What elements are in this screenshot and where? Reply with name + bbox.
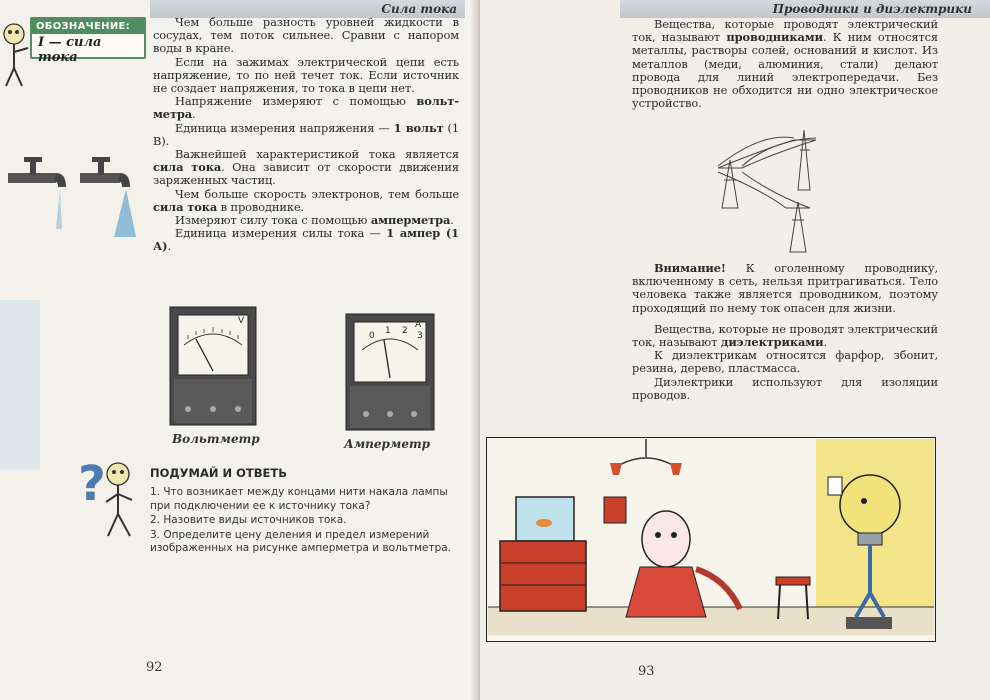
svg-text:?: ? (78, 456, 106, 512)
bold-term: сила тока (153, 160, 222, 175)
question-mascot-icon (76, 452, 142, 540)
mascot-figure-icon (0, 20, 30, 90)
bold-term: Внимание! (654, 261, 726, 275)
paragraph: Единица измерения напряжения — 1 вольт (1 В). (153, 120, 460, 148)
bold-term: проводниками (726, 30, 823, 45)
ammeter-unit: A (415, 320, 422, 330)
right-body-text-top (632, 18, 938, 110)
voltmeter-caption: Вольтметр (172, 432, 260, 446)
paragraph: К диэлектрикам относятся фарфор, збонит, резина, дерево, пластмасса. (632, 348, 938, 376)
questions-list (150, 486, 455, 557)
designation-title: ОБОЗНАЧЕНИЕ: (32, 19, 144, 34)
designation-value: I — сила тока (38, 35, 102, 65)
paragraph: Вещества, которые не проводят электрический ток, называют диэлектриками. (632, 321, 938, 350)
question-item: 1. Что возникает между концами нити накала лампы при подключении ее к источнику тока? (150, 486, 448, 512)
paragraph: Диэлектрики используют для изоляции проводов. (632, 374, 938, 402)
paragraph: Если на зажимах электрической цепи есть напряжение, то по ней течет ток. Если источник не создает напряжения, то тока в цепи нет. (153, 54, 459, 96)
left-page (0, 0, 480, 700)
designation-box (30, 17, 146, 65)
left-body-text (153, 16, 459, 254)
bold-term: 1 ампер (1 А) (153, 226, 459, 254)
paragraph: Единица измерения силы тока — 1 ампер (1 А). (153, 226, 459, 254)
questions-title: ПОДУМАЙ И ОТВЕТЬ (150, 466, 287, 480)
bold-term: сила тока (153, 199, 218, 214)
question-item: 2. Назовите виды источников тока. (150, 514, 347, 526)
paragraph: Чем больше разность уровней жидкости в сосудах, тем поток сильнее. Сравни с напором воды в кране. (153, 15, 459, 56)
bold-term: 1 вольт (393, 120, 444, 135)
margin-strip (0, 300, 40, 470)
ammeter-tick-1: 1 (385, 326, 391, 336)
right-page (480, 0, 990, 700)
paragraph: Измеряют силу тока с помощью амперметра. (175, 213, 454, 228)
bold-term: амперметра (370, 213, 451, 228)
ammeter-tick-0: 0 (369, 331, 375, 341)
ammeter-tick-3: 3 (417, 331, 423, 341)
voltmeter-illustration (168, 305, 258, 427)
paragraph: Важнейшей характеристикой тока является сила тока. Она зависит от скорости движения заряженных частиц. (153, 147, 459, 188)
right-page-header: Проводники и диэлектрики (620, 0, 990, 18)
faucets-illustration (4, 155, 144, 245)
page-number-right: 93 (638, 664, 655, 679)
voltmeter-unit: V (238, 316, 245, 326)
ammeter-tick-2: 2 (402, 326, 408, 336)
bold-term: диэлектриками (720, 335, 824, 350)
paragraph: Внимание! К оголенному проводнику, включенному в сеть, нельзя притрагиваться. Тело человека также является проводником, поэтому проходящий по нему ток опасен для жизни. (632, 261, 938, 315)
right-body-text-bottom (632, 262, 938, 402)
left-page-header: Сила тока (150, 0, 465, 18)
paragraph: Напряжение измеряют с помощью вольтметра. (153, 94, 459, 122)
cartoon-illustration (486, 437, 936, 642)
question-item: 3. Определите цену деления и предел измерений изображенных на рисунке амперметра и вольтметра. (150, 528, 452, 554)
paragraph: Вещества, которые проводят электрический ток, называют проводниками. К ним относятся металлы, растворы солей, оснований и кислот. Из металлов (меди, алюминия, стали) делают провода для линий электропередачи. Без проводников не обходится ни одно электрическое устройство. (632, 17, 938, 111)
paragraph: Чем больше скорость электронов, тем больше сила тока в проводнике. (153, 186, 459, 214)
ammeter-caption: Амперметр (344, 437, 431, 451)
page-number-left: 92 (146, 660, 163, 675)
bold-term: вольтметра (153, 94, 459, 122)
power-line-illustration (712, 120, 832, 260)
